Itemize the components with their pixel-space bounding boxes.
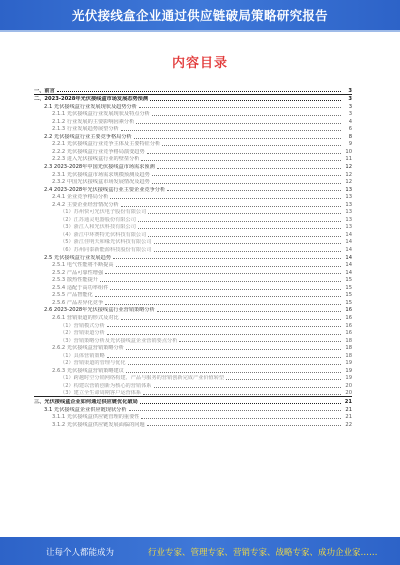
toc-entry[interactable] (34, 306, 352, 314)
toc-entry-page: 16 (345, 322, 352, 329)
toc-entry[interactable] (34, 178, 352, 186)
toc-entry[interactable] (34, 117, 352, 125)
toc-entry-label: 一、前言 (34, 87, 55, 94)
toc-entry[interactable] (34, 102, 352, 110)
toc-entry-page: 8 (348, 133, 352, 140)
toc-entry-page: 16 (345, 314, 352, 321)
toc-entry-page: 13 (345, 186, 352, 193)
toc-entry[interactable] (34, 268, 352, 276)
toc-entry[interactable] (34, 147, 352, 155)
toc-entry-page: 10 (345, 148, 352, 155)
toc-entry-page: 19 (345, 367, 352, 374)
toc-entry-label: （3）浙江人和光伏科技有限公司 (60, 224, 136, 231)
toc-entry[interactable] (34, 420, 352, 428)
toc-entry[interactable] (34, 86, 352, 94)
toc-entry-label: 3.1.1 光伏接线盒供应链管理的重要性 (52, 414, 140, 421)
toc-entry[interactable] (34, 413, 352, 421)
toc-entry-page: 3 (348, 96, 352, 103)
toc-entry-label: （1）营销模式分析 (60, 322, 105, 329)
report-title: 光伏接线盒企业通过供应链破局策略研究报告 (71, 8, 328, 23)
toc-entry[interactable] (34, 276, 352, 284)
toc-leader-dots (147, 425, 341, 426)
toc-entry-page: 22 (345, 421, 352, 428)
toc-leader-dots (138, 228, 341, 229)
toc-leader-dots (121, 206, 341, 207)
toc-entry-label: 2.3.1 光伏接线盒市场需求规模预测及趋势 (52, 171, 150, 178)
toc-entry[interactable] (34, 313, 352, 321)
toc-entry-label: 3.1 光伏接线盒企业供应链现状分析 (44, 406, 127, 413)
footer-banner (0, 537, 400, 565)
toc-entry-label: 2.5.6 产品差异化竞争 (52, 299, 104, 306)
toc-entry[interactable] (34, 291, 352, 299)
toc-leader-dots (148, 236, 341, 237)
toc-entry[interactable] (34, 200, 352, 208)
toc-entry-label: 2.3 2023-2028年中国光伏接线盒市场需求预测 (44, 164, 155, 171)
toc-entry-label: （3）建立全生命周期客户运营体系 (60, 390, 142, 397)
toc-leader-dots (141, 418, 341, 419)
toc-entry-label: 2.6.2 光伏接线盒营销策略分析 (52, 345, 124, 352)
toc-leader-dots (121, 130, 341, 131)
toc-entry-label: 2.5.1 电气性能将不断提高 (52, 262, 114, 269)
toc-leader-dots (148, 213, 341, 214)
toc-entry-page: 14 (345, 269, 352, 276)
toc-entry[interactable] (34, 170, 352, 178)
toc-entry-page: 13 (345, 216, 352, 223)
toc-entry-label: 2.2.2 光伏接线盒行业竞争格局演变趋势 (52, 148, 145, 155)
toc-entry-label: 2.1.3 行业发展趋势展望分析 (52, 126, 119, 133)
toc-entry-page: 21 (345, 414, 352, 421)
toc-entry-page: 3 (348, 103, 352, 110)
toc-entry-label: 2.2.1 光伏接线盒行业竞争主体及主要特征分析 (52, 141, 161, 148)
toc-entry-label: （1）跨越时空分销网络构建、产品与服务的营销创新完成产业价值转型 (60, 375, 225, 382)
toc-leader-dots (138, 221, 341, 222)
toc-leader-dots (179, 341, 341, 342)
toc-entry[interactable] (34, 223, 352, 231)
toc-leader-dots (154, 251, 342, 252)
toc-entry[interactable] (34, 389, 352, 397)
toc-entry-page: 13 (345, 209, 352, 216)
toc-leader-dots (116, 266, 341, 267)
toc-leader-dots (107, 334, 341, 335)
toc-leader-dots (154, 387, 342, 388)
toc-entry-page: 14 (345, 239, 352, 246)
toc-entry-label: 2.5.5 产品智能化 (52, 292, 93, 299)
toc-entry-page: 18 (345, 345, 352, 352)
toc-entry[interactable] (34, 95, 352, 103)
toc-leader-dots (226, 379, 341, 380)
toc-entry[interactable] (34, 208, 352, 216)
toc-entry-page: 21 (345, 406, 352, 413)
toc-entry-label: （2）营销渠道的管理与优化 (60, 360, 126, 367)
toc-entry-label: （2）构建以营销创新为核心的营销体系 (60, 382, 152, 389)
toc-leader-dots (129, 410, 341, 411)
toc-entry-page: 20 (345, 382, 352, 389)
toc-leader-dots (110, 289, 341, 290)
toc-leader-dots (152, 115, 341, 116)
toc-entry[interactable] (34, 245, 352, 253)
toc-leader-dots (107, 357, 341, 358)
toc-leader-dots (139, 107, 341, 108)
toc-leader-dots (126, 372, 341, 373)
toc-entry-label: （3）营销策略分析及光伏接线盒企业营销要点分析 (60, 337, 178, 344)
toc-entry[interactable] (34, 238, 352, 246)
toc-entry-label: （2）营销渠道分析 (60, 330, 105, 337)
toc-entry[interactable] (34, 132, 352, 140)
toc-entry-page: 9 (348, 141, 352, 148)
toc-entry[interactable] (34, 110, 352, 118)
toc-entry-page: 13 (345, 194, 352, 201)
toc-entry-page: 12 (345, 164, 352, 171)
toc-entry[interactable] (34, 253, 352, 261)
toc-entry-label: （2）江苏通灵电器股份有限公司 (60, 216, 136, 223)
toc-entry-label: 2.6.3 光伏接线盒营销策略建议 (52, 367, 124, 374)
toc-entry-label: 2.3.2 中国光伏接线盒市场发展情况及趋势 (52, 179, 150, 186)
toc-entry[interactable] (34, 125, 352, 133)
toc-entry-label: 2.5.3 散热性能提升 (52, 277, 98, 284)
report-header-banner (0, 0, 400, 30)
toc-entry-label: （1）苏州快可光伏电子股份有限公司 (60, 209, 147, 216)
toc-leader-dots (152, 183, 341, 184)
toc-leader-dots (105, 304, 341, 305)
toc-entry-label: 2.4.1 企业竞争格局分析 (52, 194, 109, 201)
toc-entry-page: 14 (345, 247, 352, 254)
toc-entry-page: 14 (345, 262, 352, 269)
toc-entry-label: 2.5.2 产品可靠性增强 (52, 269, 104, 276)
toc-entry-page: 21 (344, 398, 352, 405)
header-divider (0, 30, 400, 32)
toc-entry[interactable] (34, 321, 352, 329)
toc-entry[interactable] (34, 344, 352, 352)
toc-entry-label: 2.5 光伏接线盒行业发展趋势 (44, 254, 111, 261)
toc-entry-page: 16 (345, 307, 352, 314)
toc-entry-page: 18 (345, 352, 352, 359)
toc-leader-dots (152, 175, 341, 176)
toc-entry[interactable] (34, 381, 352, 389)
toc-entry[interactable] (34, 230, 352, 238)
toc-entry[interactable] (34, 298, 352, 306)
toc-entry-label: 2.4.2 主要企业经营情况分析 (52, 201, 119, 208)
toc-entry[interactable] (34, 397, 352, 405)
toc-entry-page: 11 (345, 156, 352, 163)
toc-leader-dots (121, 319, 341, 320)
toc-entry-page: 12 (345, 179, 352, 186)
toc-entry-page: 3 (348, 87, 352, 94)
toc-entry[interactable] (34, 405, 352, 413)
toc-entry-page: 18 (345, 337, 352, 344)
toc-leader-dots (95, 296, 341, 297)
toc-entry[interactable] (34, 366, 352, 374)
toc-entry-label: 2.1 光伏接线盒行业发展现状及趋势分析 (44, 103, 137, 110)
toc-entry[interactable] (34, 374, 352, 382)
toc-leader-dots (128, 364, 341, 365)
table-of-contents (34, 86, 352, 428)
toc-leader-dots (147, 153, 341, 154)
footer-slogan: 让每个人都能成为 (46, 548, 115, 558)
toc-entry[interactable] (34, 351, 352, 359)
toc-entry-page: 19 (345, 375, 352, 382)
toc-leader-dots (154, 243, 342, 244)
toc-entry-label: （5）浙江佳明天和缘光伏科技有限公司 (60, 239, 152, 246)
toc-entry-label: 2.1.2 行业发展的主要影响因素分析 (52, 118, 135, 125)
toc-leader-dots (167, 190, 341, 191)
toc-entry-label: （1）具体营销策略 (60, 352, 105, 359)
toc-entry[interactable] (34, 193, 352, 201)
toc-leader-dots (105, 273, 341, 274)
footer-roles: 行业专家、管理专家、营销专家、战略专家、成功企业家…… (148, 548, 378, 558)
toc-leader-dots (140, 403, 341, 404)
toc-entry-page: 14 (345, 231, 352, 238)
toc-entry-page: 13 (345, 201, 352, 208)
toc-entry[interactable] (34, 162, 352, 170)
toc-heading: 内容目录 (171, 56, 228, 71)
toc-entry-page: 6 (348, 126, 352, 133)
toc-leader-dots (126, 349, 341, 350)
toc-entry-page: 15 (345, 277, 352, 284)
toc-entry-page: 12 (345, 171, 352, 178)
toc-leader-dots (57, 91, 341, 92)
toc-leader-dots (162, 145, 341, 146)
toc-entry-label: 2.2.3 进入光伏接线盒行业的壁垒分析 (52, 156, 140, 163)
toc-entry-page: 3 (348, 111, 352, 118)
toc-entry[interactable] (34, 336, 352, 344)
toc-leader-dots (100, 281, 341, 282)
toc-entry-label: 三、光伏接线盒企业如何通过供应链优化破局 (34, 398, 138, 405)
toc-leader-dots (150, 100, 341, 101)
toc-leader-dots (136, 123, 341, 124)
toc-entry-page: 14 (345, 254, 352, 261)
toc-entry-page: 15 (345, 299, 352, 306)
toc-entry[interactable] (34, 140, 352, 148)
toc-entry-label: 2.6 2023-2028年光伏接线盒行业营销策略分析 (44, 307, 155, 314)
toc-entry-label: 2.4 2023-2028年光伏接线盒行业主要企业竞争分析 (44, 186, 166, 193)
toc-leader-dots (113, 258, 341, 259)
toc-leader-dots (134, 138, 341, 139)
toc-entry-page: 13 (345, 224, 352, 231)
toc-entry-label: 2.5.4 适配于高功率组件 (52, 284, 109, 291)
toc-entry[interactable] (34, 185, 352, 193)
toc-leader-dots (107, 326, 341, 327)
toc-leader-dots (141, 160, 341, 161)
toc-entry[interactable] (34, 283, 352, 291)
toc-entry-label: 3.1.2 光伏接线盒供应链发展面临的问题 (52, 421, 145, 428)
toc-leader-dots (157, 168, 341, 169)
toc-entry-page: 16 (345, 330, 352, 337)
toc-entry-label: （6）苏州同泰新能源科技股份有限公司 (60, 247, 152, 254)
toc-entry-page: 19 (345, 360, 352, 367)
toc-entry-label: 2.6.1 营销渠道的形式及对比 (52, 314, 119, 321)
toc-entry[interactable] (34, 261, 352, 269)
toc-entry-label: 二、2023-2028年光伏接线盒市场发展态势预测 (34, 96, 149, 103)
toc-entry-label: 2.2 光伏接线盒行业主要竞争格局分析 (44, 133, 132, 140)
toc-entry[interactable] (34, 329, 352, 337)
toc-entry[interactable] (34, 215, 352, 223)
toc-entry-label: 2.1.1 光伏接线盒行业发展现状及特点分析 (52, 111, 150, 118)
toc-entry-page: 20 (345, 390, 352, 397)
toc-entry[interactable] (34, 155, 352, 163)
toc-leader-dots (110, 198, 341, 199)
toc-entry-page: 15 (345, 284, 352, 291)
toc-entry[interactable] (34, 359, 352, 367)
toc-leader-dots (157, 311, 341, 312)
toc-entry-label: （4）浙江中环赛特光伏科技有限公司 (60, 231, 147, 238)
toc-entry-page: 4 (348, 118, 352, 125)
toc-leader-dots (143, 394, 341, 395)
toc-entry-page: 15 (345, 292, 352, 299)
